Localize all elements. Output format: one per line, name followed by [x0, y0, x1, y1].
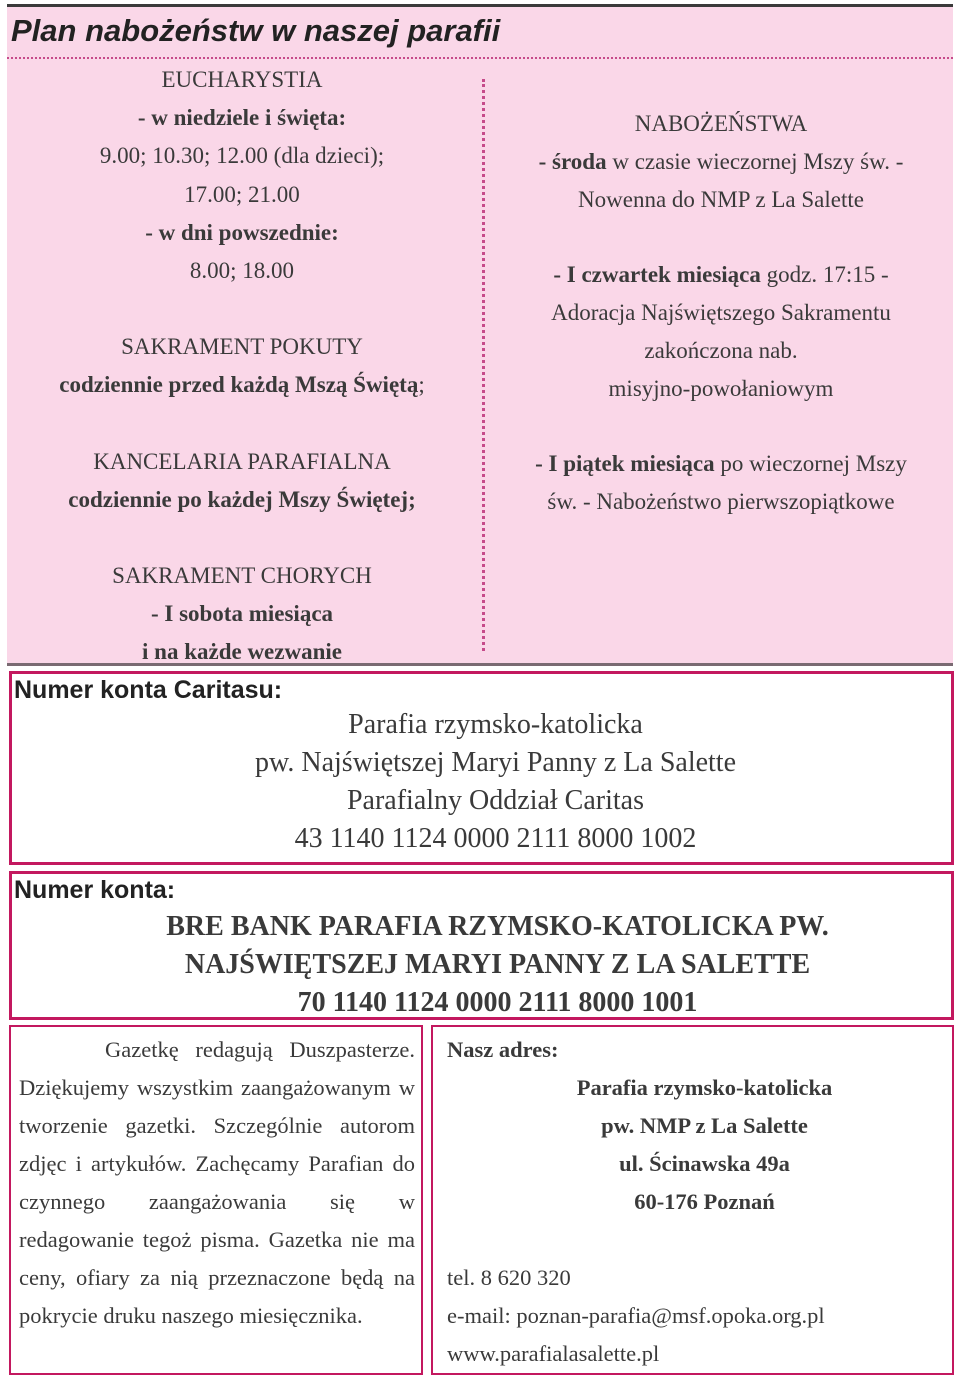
thursday-line — [489, 256, 953, 294]
confession-punct: ; — [418, 372, 425, 398]
caritas-details — [26, 706, 960, 858]
caritas-line-2: pw. Najświętszej Maryi Panny z La Salette — [254, 747, 737, 778]
caritas-account-number: 43 1140 1124 0000 2111 8000 1002 — [294, 823, 697, 854]
address-contact — [447, 1259, 825, 1373]
bank-line-2: NAJŚWIĘTSZEJ MARYI PANNY Z LA SALETTE — [184, 949, 811, 980]
schedule-left-column — [7, 61, 477, 672]
sick-line-1: - I sobota miesiąca — [150, 601, 334, 627]
title-divider — [7, 57, 953, 59]
confession-text: codziennie przed każdą Mszą Świętą — [59, 372, 419, 398]
friday-line-2: św. - Nabożeństwo pierwszopiątkowe — [547, 489, 895, 514]
wednesday-line-2: Nowenna do NMP z La Salette — [578, 187, 864, 212]
bank-heading: Numer konta: — [14, 876, 176, 904]
address-lines — [433, 1069, 952, 1221]
wednesday-label: - środa — [538, 149, 607, 174]
schedule-section — [7, 4, 953, 666]
confession-heading: SAKRAMENT POKUTY — [121, 334, 363, 360]
sundays-times-1: 9.00; 10.30; 12.00 (dla dzieci); — [99, 143, 385, 169]
page-title: Plan nabożeństw w naszej parafii — [11, 13, 501, 48]
friday-text: po wieczornej Mszy — [714, 451, 907, 476]
editors-text: Gazetkę redagują Duszpasterze. Dziękujemy wszystkim zaangażowanym w tworzenie gazetki. Szczególnie autorom zdjęc i artykułów. Zachęcamy Parafian do czynnego zaangażowania się w redagowanie tegoż pisma. Gazetka nie ma ceny, ofiary za nią przeznaczone będą na — [19, 1037, 415, 1290]
bank-line-1: BRE BANK PARAFIA RZYMSKO-KATOLICKA PW. — [166, 911, 829, 942]
address-email[interactable]: e-mail: poznan-parafia@msf.opoka.org.pl — [447, 1303, 825, 1328]
caritas-line-1: Parafia rzymsko-katolicka — [348, 709, 643, 740]
thursday-line-3: zakończona nab. — [644, 338, 798, 363]
caritas-account-box — [9, 671, 954, 865]
editors-box — [9, 1025, 423, 1375]
address-line-3: ul. Ścinawska 49a — [619, 1151, 790, 1176]
thursday-label: - I czwartek miesiąca — [553, 262, 761, 287]
weekdays-times: 8.00; 18.00 — [189, 258, 295, 284]
address-website-link[interactable]: www.parafialasalette.pl — [447, 1341, 660, 1366]
address-box — [431, 1025, 954, 1375]
wednesday-line — [489, 143, 953, 181]
wednesday-text: w czasie wieczornej Mszy św. - — [606, 149, 904, 174]
sundays-times-2: 17.00; 21.00 — [184, 181, 300, 207]
services-heading: NABOŻEŃSTWA — [634, 111, 808, 136]
bank-details — [28, 908, 960, 1022]
thursday-line-2: Adoracja Najświętszego Sakramentu — [551, 300, 891, 325]
friday-line — [489, 445, 953, 483]
sick-line-2: i na każde wezwanie — [142, 639, 342, 665]
thursday-text: godz. 17:15 - — [760, 262, 889, 287]
office-heading: KANCELARIA PARAFIALNA — [93, 448, 391, 474]
friday-label: - I piątek miesiąca — [535, 451, 715, 476]
thursday-line-4: misyjno-powołaniowym — [608, 376, 834, 401]
address-line-4: 60-176 Poznań — [634, 1189, 775, 1214]
address-phone: tel. 8 620 320 — [447, 1265, 571, 1290]
eucharist-heading: EUCHARYSTIA — [161, 67, 323, 92]
editors-text-block — [19, 1031, 415, 1335]
column-divider — [482, 79, 485, 651]
schedule-right-column — [489, 105, 953, 521]
bank-account-number: 70 1140 1124 0000 2111 8000 1001 — [297, 987, 698, 1018]
weekdays-label: - w dni powszednie: — [145, 219, 339, 245]
address-line-1: Parafia rzymsko-katolicka — [576, 1075, 833, 1100]
address-line-2: pw. NMP z La Salette — [601, 1113, 808, 1138]
caritas-line-3: Parafialny Oddział Caritas — [346, 785, 644, 816]
office-text: codziennie po każdej Mszy Świętej; — [68, 486, 416, 512]
bank-account-box — [9, 871, 954, 1020]
editors-last-line: pokrycie druku naszego miesięcznika. — [19, 1303, 363, 1328]
sick-heading: SAKRAMENT CHORYCH — [112, 563, 372, 589]
sundays-label: - w niedziele i święta: — [137, 105, 347, 131]
address-heading: Nasz adres: — [447, 1037, 559, 1062]
caritas-heading: Numer konta Caritasu: — [14, 676, 283, 704]
confession-line — [7, 366, 477, 404]
